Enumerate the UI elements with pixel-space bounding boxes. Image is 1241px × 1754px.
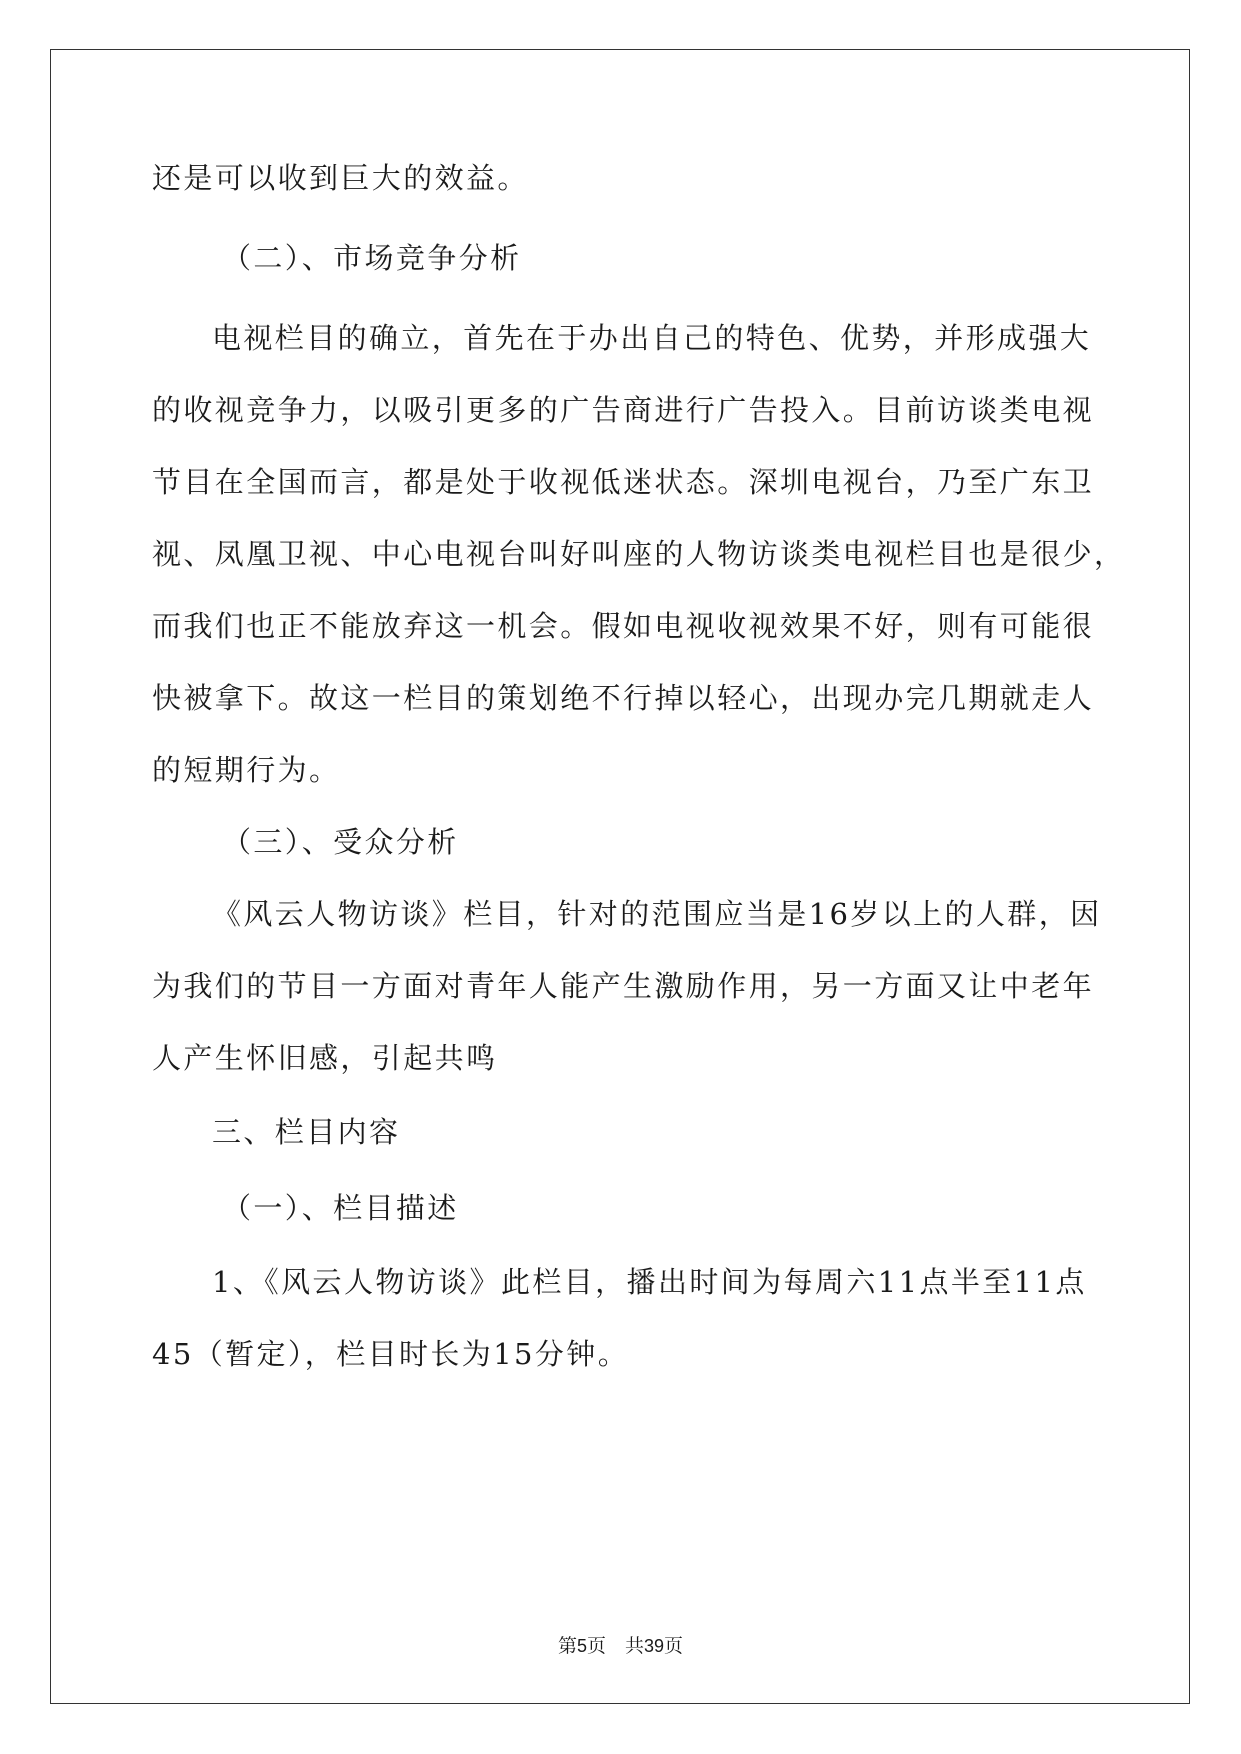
text-line: 节目在全国而言，都是处于收视低迷状态。深圳电视台，乃至广东卫 [152, 465, 1095, 499]
text-line: 的收视竞争力，以吸引更多的广告商进行广告投入。目前访谈类电视 [152, 393, 1095, 427]
text-line: 人产生怀旧感，引起共鸣 [152, 1041, 498, 1075]
section-heading: （三）、受众分析 [222, 825, 459, 859]
footer-total-pages: 39 [644, 1636, 665, 1656]
text-line: 视、凤凰卫视、中心电视台叫好叫座的人物访谈类电视栏目也是很少， [152, 537, 1126, 571]
text-line: 快被拿下。故这一栏目的策划绝不行掉以轻心，出现办完几期就走人 [152, 681, 1095, 715]
text-line: 45（暂定），栏目时长为15分钟。 [152, 1337, 630, 1371]
section-heading: （一）、栏目描述 [222, 1191, 459, 1225]
footer-page-number: 5 [576, 1636, 587, 1656]
footer-suffix: 页 [664, 1636, 684, 1657]
text-line: 而我们也正不能放弃这一机会。假如电视收视效果不好，则有可能很 [152, 609, 1095, 643]
text-line: 还是可以收到巨大的效益。 [152, 161, 529, 195]
page-footer [0, 1631, 1241, 1658]
section-heading: （二）、市场竞争分析 [222, 241, 522, 275]
page-border [50, 49, 1190, 1704]
text-line: 的短期行为。 [152, 753, 341, 787]
footer-mid: 页 共 [586, 1636, 644, 1657]
text-line: 《风云人物访谈》栏目，针对的范围应当是16岁以上的人群，因 [212, 897, 1102, 931]
text-line: 为我们的节目一方面对青年人能产生激励作用，另一方面又让中老年 [152, 969, 1095, 1003]
text-line: 1、《风云人物访谈》此栏目，播出时间为每周六11点半至11点 [212, 1265, 1087, 1299]
text-line: 电视栏目的确立，首先在于办出自己的特色、优势，并形成强大 [212, 321, 1092, 355]
section-heading: 三、栏目内容 [212, 1115, 401, 1149]
footer-prefix: 第 [557, 1636, 577, 1657]
